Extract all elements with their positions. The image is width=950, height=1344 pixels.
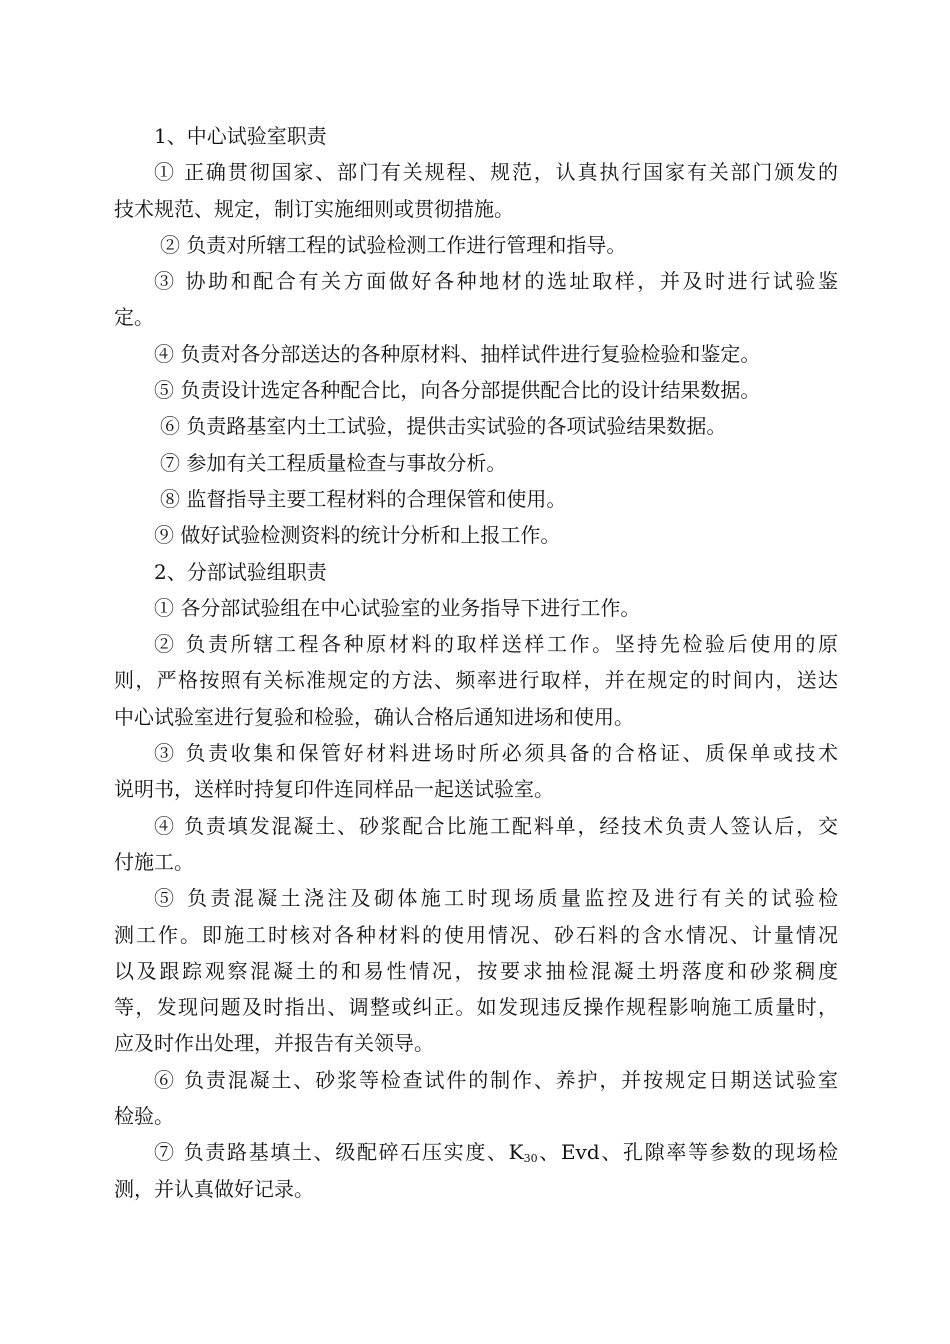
text-run: 、Evd、孔隙率等参数的现场检 — [537, 1140, 838, 1165]
paragraph-line: ③ 协助和配合有关方面做好各种地材的选址取样，并及时进行试验鉴 — [154, 269, 838, 294]
paragraph-line: ⑥ 负责混凝土、砂浆等检查试件的制作、养护，并按规定日期送试验室 — [154, 1067, 838, 1092]
document-page — [114, 118, 838, 1207]
paragraph-line: 付施工。 — [114, 849, 194, 874]
section-heading-1: 1、中心试验室职责 — [154, 124, 327, 148]
paragraph-line: ④ 负责对各分部送达的各种原材料、抽样试件进行复验检验和鉴定。 — [154, 341, 761, 366]
paragraph-line: ② 负责所辖工程各种原材料的取样送样工作。坚持先检验后使用的原 — [154, 632, 838, 657]
paragraph-line: 则，严格按照有关标准规定的方法、频率进行取样，并在规定的时间内，送达 — [114, 668, 838, 693]
paragraph-line: 应及时作出处理，并报告有关领导。 — [114, 1031, 434, 1056]
paragraph-line: ⑦ 参加有关工程质量检查与事故分析。 — [160, 450, 507, 475]
paragraph-line: ⑧ 监督指导主要工程材料的合理保管和使用。 — [160, 486, 567, 511]
paragraph-line: 检验。 — [114, 1104, 174, 1129]
section-heading-2: 2、分部试验组职责 — [154, 559, 327, 584]
paragraph-line: ⑤ 负责混凝土浇注及砌体施工时现场质量监控及进行有关的试验检 — [154, 886, 838, 911]
paragraph-line: ⑤ 负责设计选定各种配合比，向各分部提供配合比的设计结果数据。 — [154, 378, 761, 403]
paragraph-line: ① 正确贯彻国家、部门有关规程、规范，认真执行国家有关部门颁发的 — [154, 160, 838, 185]
paragraph-line: ⑥ 负责路基室内土工试验，提供击实试验的各项试验结果数据。 — [160, 414, 727, 439]
paragraph-line: ① 各分部试验组在中心试验室的业务指导下进行工作。 — [154, 595, 641, 620]
paragraph-line: 以及跟踪观察混凝土的和易性情况，按要求抽检混凝土坍落度和砂浆稠度 — [114, 958, 838, 983]
paragraph-line: 技术规范、规定，制订实施细则或贯彻措施。 — [114, 196, 514, 221]
paragraph-line: 说明书，送样时持复印件连同样品一起送试验室。 — [114, 777, 554, 802]
paragraph-line: 测，并认真做好记录。 — [114, 1176, 314, 1201]
paragraph-line: 中心试验室进行复验和检验，确认合格后通知进场和使用。 — [114, 704, 634, 729]
text-run: ⑦ 负责路基填土、级配碎石压实度、K — [154, 1140, 524, 1165]
paragraph-line: ⑨ 做好试验检测资料的统计分析和上报工作。 — [154, 523, 561, 548]
paragraph-line: 等，发现问题及时指出、调整或纠正。如发现违反操作规程影响施工质量时， — [114, 995, 838, 1020]
paragraph-line-subscript — [114, 1134, 838, 1170]
paragraph-line: 定。 — [114, 305, 154, 330]
subscript-text: 30 — [523, 1152, 538, 1166]
paragraph-line: ④ 负责填发混凝土、砂浆配合比施工配料单，经技术负责人签认后，交 — [154, 813, 838, 838]
paragraph-line: ② 负责对所辖工程的试验检测工作进行管理和指导。 — [160, 232, 627, 257]
paragraph-line: 测工作。即施工时核对各种材料的使用情况、砂石料的含水情况、计量情况 — [114, 922, 838, 947]
paragraph-line: ③ 负责收集和保管好材料进场时所必须具备的合格证、质保单或技术 — [154, 741, 838, 766]
